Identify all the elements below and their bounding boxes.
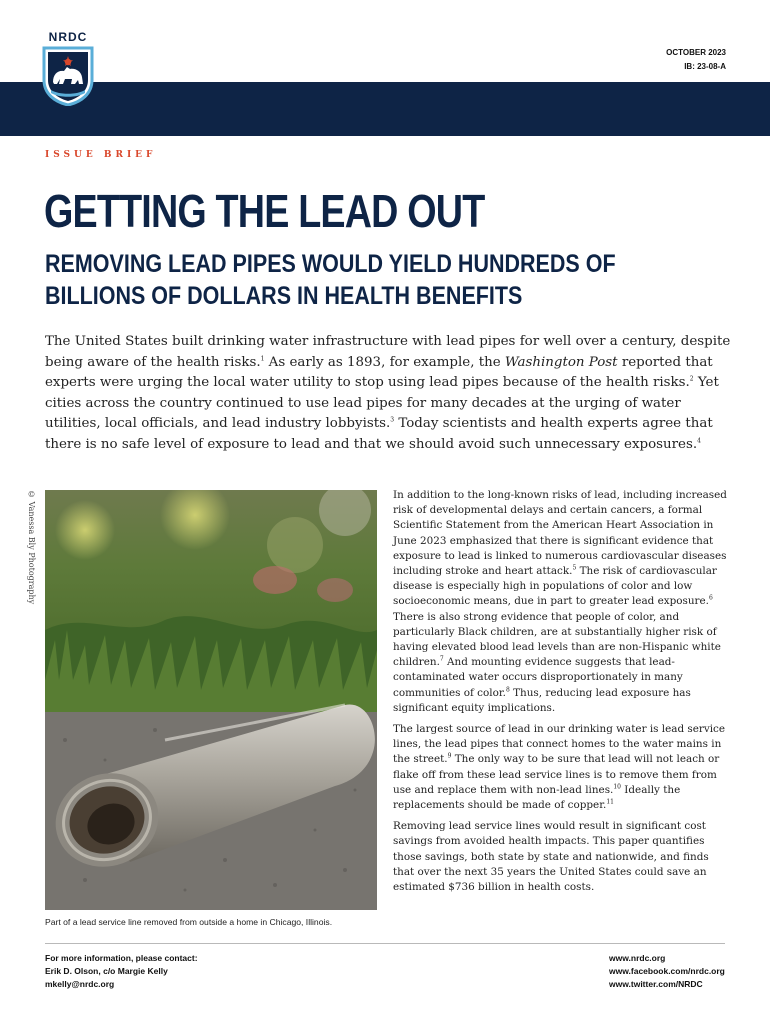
footer-divider	[45, 943, 725, 944]
contact-info	[45, 952, 198, 991]
intro-paragraph	[45, 332, 735, 455]
page-subtitle: REMOVING LEAD PIPES WOULD YIELD HUNDREDS OF BILLIONS OF DOLLARS IN HEALTH BENEFITS	[45, 250, 616, 310]
intro-sentence: Today scientists and health experts agree that there is no safe level of exposure to lead and that we should avoid such unnecessary exposures.	[45, 416, 713, 452]
photo-caption: Part of a lead service line removed from outside a home in Chicago, Illinois.	[45, 917, 333, 927]
logo-wordmark: NRDC	[48, 30, 88, 44]
page-title: GETTING THE LEAD OUT	[44, 185, 485, 237]
body-text: There is also strong evidence that people of color, and particularly Black children, are at substantially higher risk of having elevated blood lead levels than are non-Hispanic white children.	[393, 610, 721, 669]
footnote-ref[interactable]: 3	[390, 416, 395, 424]
footnote-ref[interactable]: 6	[708, 594, 713, 602]
lead-pipe-photo	[45, 490, 377, 910]
publication-date: OCTOBER 2023	[666, 48, 726, 57]
photo-credit: © Vanessa Bly Photography	[27, 490, 36, 605]
document-code: IB: 23-08-A	[684, 62, 726, 71]
contact-heading: For more information, please contact:	[45, 953, 198, 963]
twitter-link[interactable]: www.twitter.com/NRDC	[609, 979, 703, 989]
intro-sentence: The United States built drinking water infrastructure with lead pipes for well over a century, despite being aware of the health risks.	[45, 334, 731, 370]
header-band	[0, 82, 770, 136]
body-text: In addition to the long-known risks of lead, including increased risk of developmental delays and certain cancers, a formal Scientific Statement from the American Heart Association in June 2023 emphasized that there is significant evidence that exposure to lead is linked to numerous cardiovascular diseases including stroke and heart attack.	[393, 489, 727, 578]
body-paragraph	[393, 722, 733, 813]
issue-brief-label: ISSUE BRIEF	[45, 150, 157, 160]
body-column	[393, 488, 733, 901]
contact-email-link[interactable]: mkelly@nrdc.org	[45, 979, 115, 989]
intro-sentence: reported that experts were urging the local water utility to stop using lead pipes because of the health risks.	[45, 354, 713, 390]
body-paragraph: Removing lead service lines would result in significant cost savings from avoided health impacts. This paper quantifies those savings, both state by state and nationwide, and finds that over the next 35 years the United States could save an estimated $736 billion in health costs.	[393, 820, 709, 894]
polar-bear-shield-icon	[41, 46, 95, 106]
footnote-ref[interactable]: 9	[447, 752, 452, 760]
footnote-ref[interactable]: 1	[260, 355, 265, 363]
publication-name: Washington Post	[504, 354, 618, 370]
intro-sentence: Yet cities across the country continued to use lead pipes for many decades at the urging of water utilities, local officials, and lead industry lobbyists.	[45, 375, 719, 431]
lead-pipe-illustration	[45, 490, 377, 910]
footnote-ref[interactable]: 11	[606, 798, 614, 806]
body-text: The largest source of lead in our drinking water is lead service lines, the lead pipes that connect homes to the water mains in the street.	[393, 723, 726, 766]
body-text: Ideally the replacements should be made of copper.	[393, 783, 681, 812]
website-link[interactable]: www.nrdc.org	[609, 953, 666, 963]
footnote-ref[interactable]: 10	[613, 783, 621, 791]
body-text: The risk of cardiovascular disease is especially high in populations of color and low socioeconomic means, due in part to greater lead exposure.	[393, 565, 717, 608]
footer-links	[609, 952, 725, 991]
contact-names: Erik D. Olson, c/o Margie Kelly	[45, 966, 168, 976]
footnote-ref[interactable]: 7	[439, 655, 444, 663]
body-paragraph	[393, 488, 733, 716]
footnote-ref[interactable]: 5	[572, 564, 577, 572]
document-meta	[666, 46, 726, 74]
body-text: The only way to be sure that lead will not leach or flake off from these lead service lines is to remove them from use and replace them with non-lead lines.	[393, 753, 720, 796]
intro-sentence: As early as 1893, for example, the	[264, 354, 505, 370]
body-text: Thus, reducing lead exposure has significant equity implications.	[393, 686, 691, 714]
footnote-ref[interactable]: 8	[505, 686, 510, 694]
facebook-link[interactable]: www.facebook.com/nrdc.org	[609, 966, 725, 976]
body-text: And mounting evidence suggests that lead-contaminated water occurs disproportionately in many communities of color.	[393, 656, 683, 699]
footnote-ref[interactable]: 2	[689, 375, 694, 383]
nrdc-logo[interactable]	[38, 30, 102, 108]
footnote-ref[interactable]: 4	[697, 437, 701, 445]
